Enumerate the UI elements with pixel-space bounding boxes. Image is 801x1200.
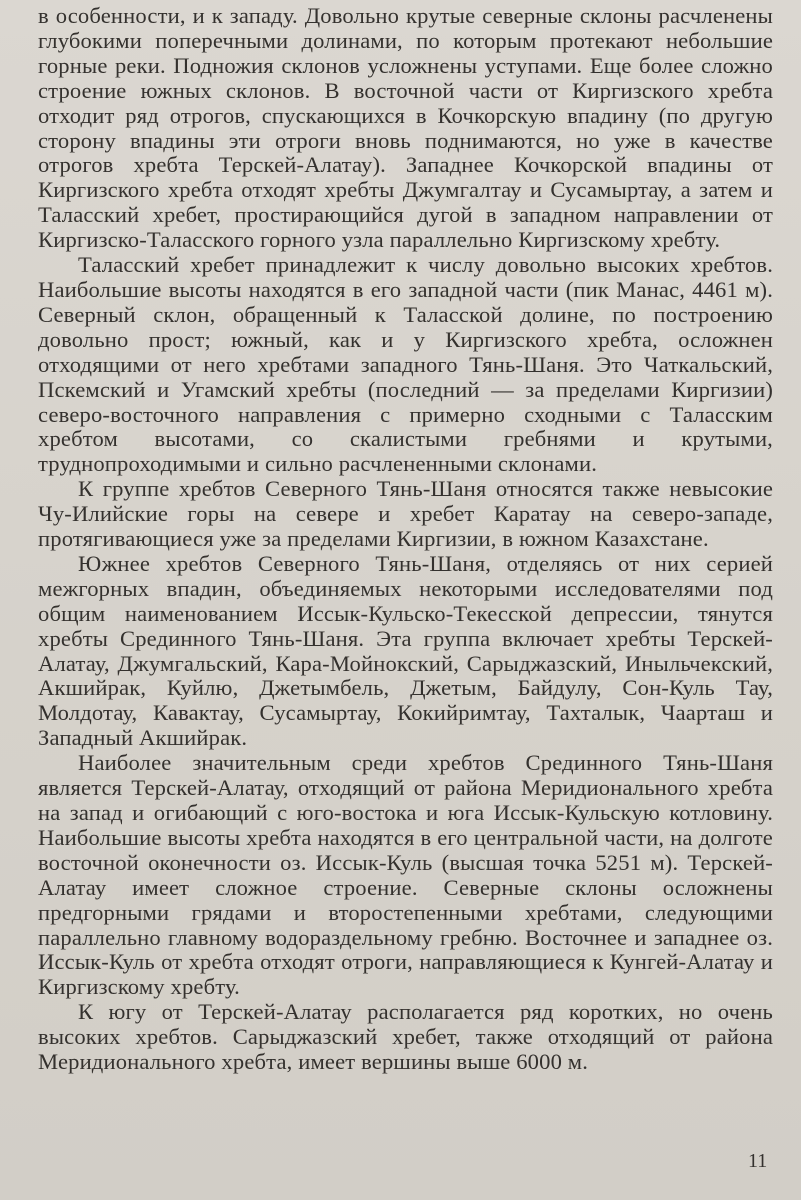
- paragraph: Южнее хребтов Северного Тянь-Шаня, отделяясь от них серией межгорных впадин, объединяемых некоторыми исследователями под общим наименованием Иссык-Кульско-Текесской депрессии, тянутся хребты Срединного Тянь-Шаня. Эта группа включает хребты Терскей-Алатау, Джумгальский, Кара-Мойнокский, Сарыджазский, Иныльчекский, Акшийрак, Куйлю, Джетымбель, Джетым, Байдулу, Сон-Куль Тау, Молдотау, Кавактау, Сусамыртау, Кокийримтау, Тахталык, Чаарташ и Западный Акшийрак.: [38, 550, 773, 751]
- page-number: 11: [748, 1150, 768, 1172]
- paragraph: Наиболее значительным среди хребтов Срединного Тянь-Шаня является Терскей-Алатау, отходящий от района Меридионального хребта на запад и огибающий с юго-востока и юга Иссык-Кульскую котловину. Наибольшие высоты хребта находятся в его центральной части, на долготе восточной оконечности оз. Иссык-Куль (высшая точка 5251 м). Терскей-Алатау имеет сложное строение. Северные склоны осложнены предгорными грядами и второстепенными хребтами, следующими параллельно главному водораздельному гребню. Восточнее и западнее оз. Иссык-Куль от хребта отходят отроги, направляющиеся к Кунгей-Алатау и Киргизскому хребту.: [38, 750, 773, 1000]
- text-body: [38, 4, 773, 1075]
- paragraph: К группе хребтов Северного Тянь-Шаня относятся также невысокие Чу-Илийские горы на севере и хребет Каратау на северо-западе, протягивающиеся уже за пределами Киргизии, в южном Казахстане.: [38, 476, 773, 552]
- paragraph: в особенности, и к западу. Довольно крутые северные склоны расчленены глубокими поперечными долинами, по которым протекают небольшие горные реки. Подножия склонов усложнены уступами. Еще более сложно строение южных склонов. В восточной части от Киргизского хребта отходит ряд отрогов, спускающихся в Кочкорскую впадину (по другую сторону впадины эти отроги вновь поднимаются, но уже в качестве отрогов хребта Терскей-Алатау). Западнее Кочкорской впадины от Киргизского хребта отходят хребты Джумгалтау и Сусамыртау, а затем и Таласский хребет, простирающийся дугой в западном направлении от Киргизско-Таласского горного узла параллельно Киргизскому хребту.: [38, 3, 773, 253]
- paragraph: Таласский хребет принадлежит к числу довольно высоких хребтов. Наибольшие высоты находятся в его западной части (пик Манас, 4461 м). Северный склон, обращенный к Таласской долине, по построению довольно прост; южный, как и у Киргизского хребта, осложнен отходящими от него хребтами западного Тянь-Шаня. Это Чаткальский, Пскемский и Угамский хребты (последний — за пределами Киргизии) северо-восточного направления с примерно сходными с Таласским хребтом высотами, со скалистыми гребнями и крутыми, труднопроходимыми и сильно расчлененными склонами.: [38, 252, 773, 477]
- paragraph: К югу от Терскей-Алатау располагается ряд коротких, но очень высоких хребтов. Сарыджазский хребет, также отходящий от района Меридионального хребта, имеет вершины выше 6000 м.: [38, 999, 773, 1075]
